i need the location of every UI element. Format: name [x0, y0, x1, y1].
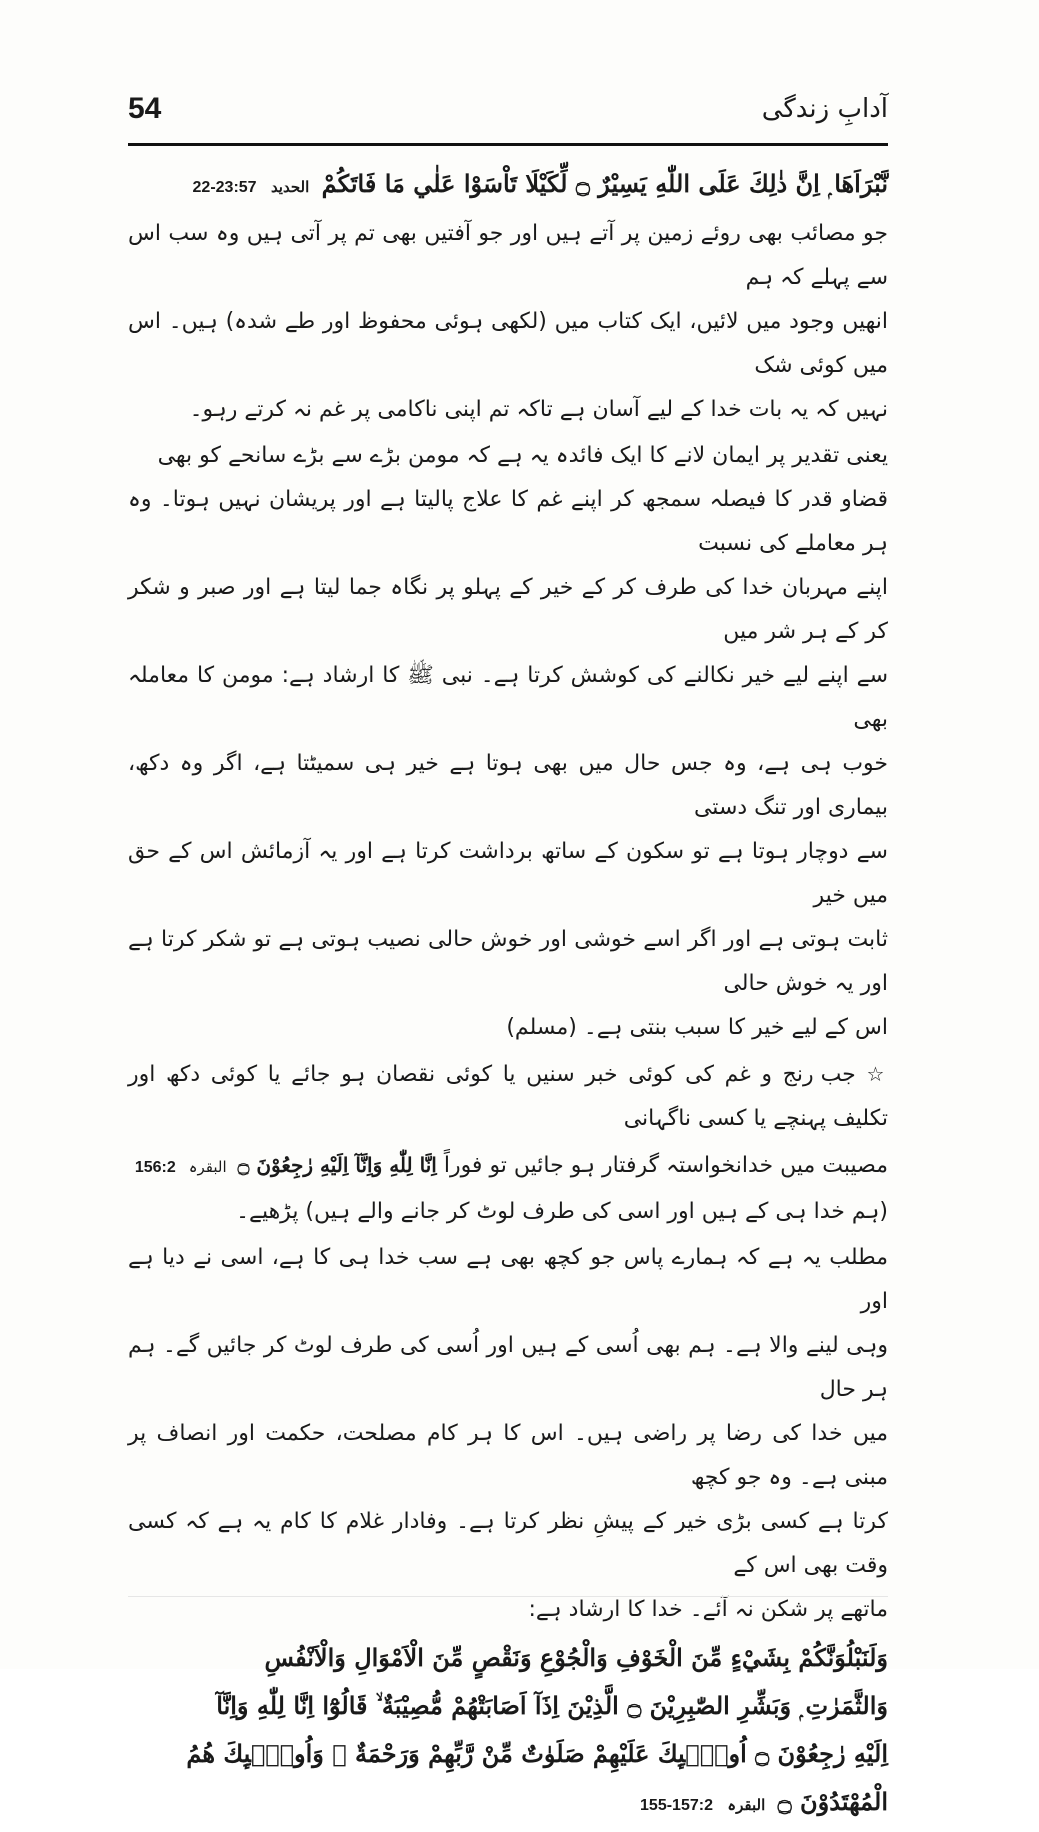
text-line: قضاو قدر کا فیصلہ سمجھ کر اپنے غم کا علاج پالیتا ہے اور پریشان نہیں ہوتا۔ وہ ہر معاملے کی نسبت — [128, 487, 888, 556]
surah-name: البقرہ — [727, 1796, 766, 1814]
quran-verse-baqarah — [128, 1634, 888, 1830]
text-line: کرتا ہے کسی بڑی خیر کے پیشِ نظر کرتا ہے۔ وفادار غلام کا کام یہ ہے کہ کسی وقت بھی اس کے — [128, 1509, 888, 1578]
text-line: (ہم خدا ہی کے ہیں اور اسی کی طرف لوٹ کر جانے والے ہیں) پڑھیے۔ — [236, 1199, 888, 1224]
paragraph-explanation — [128, 434, 888, 1050]
text-line: جو مصائب بھی روئے زمین پر آتے ہیں اور جو آفتیں بھی تم پر آتی ہیں وہ سب اس سے پہلے کہ ہم — [128, 221, 888, 290]
verse-reference: 155-157:2 — [640, 1797, 713, 1814]
quran-verse-hadid — [128, 160, 888, 212]
text-line — [128, 1141, 888, 1190]
text-line: انھیں وجود میں لائیں، ایک کتاب میں (لکھی ہوئی محفوظ اور طے شدہ) ہیں۔ اس میں کوئی شک — [128, 309, 888, 378]
ayah-text: الْمُهْتَدُوْنَ ۝ — [777, 1787, 888, 1816]
page-header — [128, 92, 888, 138]
page-content — [128, 160, 888, 1832]
text-line: یعنی تقدیر پر ایمان لانے کا ایک فائدہ یہ ہے کہ مومن بڑے سے بڑے سانحے کو بھی — [157, 443, 888, 468]
running-title: آدابِ زندگی — [761, 94, 888, 124]
star-bullet-icon: ☆ — [866, 1062, 888, 1086]
surah-name: الحدید — [270, 178, 310, 196]
text-line: ثابت ہوتی ہے اور اگر اسے خوشی اور خوش حالی نصیب ہوتی ہے تو شکر کرتا ہے اور یہ خوش حالی — [128, 927, 888, 996]
instruction-line: جب رنج و غم کی کوئی خبر سنیں یا کوئی نقصان ہو جائے یا کوئی دکھ اور تکلیف پہنچے یا کسی ناگہانی — [128, 1062, 888, 1131]
ayah-line: وَلَنَبْلُوَنَّكُمْ بِشَيْءٍ مِّنَ الْخَوْفِ وَالْجُوْعِ وَنَقْصٍ مِّنَ الْاَمْوَالِ وَالْاَنْفُسِ — [264, 1643, 888, 1672]
text-line: وہی لینے والا ہے۔ ہم بھی اُسی کے ہیں اور اُسی کی طرف لوٹ کر جائیں گے۔ ہم ہر حال — [128, 1333, 888, 1402]
ayah-inline: اِنَّا لِلّٰهِ وَاِنَّآ اِلَيْهِ رٰجِعُوْنَ ۝ — [237, 1153, 437, 1177]
footer-bleed — [128, 1596, 888, 1611]
paragraph-instruction — [128, 1052, 888, 1234]
text-line: ماتھے پر شکن نہ آئے۔ خدا کا ارشاد ہے: — [528, 1597, 888, 1622]
page-number: 54 — [128, 92, 162, 125]
ayah-line: اِلَيْهِ رٰجِعُوْنَ ۝ اُولٰۗىِٕكَ عَلَيْهِمْ صَلَوٰتٌ مِّنْ رَّبِّهِمْ وَرَحْمَةٌ ۣ وَاُولٰۗىِٕكَ هُمُ — [186, 1739, 888, 1768]
verse-reference: 22-23:57 — [192, 179, 257, 196]
verse-reference: 156:2 — [134, 1159, 176, 1176]
ayah-line: وَالثَّمَرٰتِ ۭ وَبَشِّرِ الصّٰبِرِيْنَ ۝ الَّذِيْنَ اِذَآ اَصَابَتْهُمْ مُّصِيْبَةٌ ۙ قَالُوْٓا اِنَّا لِلّٰهِ وَاِنَّآ — [216, 1691, 888, 1720]
text-line: اس کے لیے خیر کا سبب بنتی ہے۔ (مسلم) — [506, 1015, 888, 1040]
text-line: مطلب یہ ہے کہ ہمارے پاس جو کچھ بھی ہے سب خدا ہی کا ہے، اسی نے دیا ہے اور — [128, 1245, 888, 1314]
header-divider — [128, 143, 888, 146]
text-line: سے دوچار ہوتا ہے تو سکون کے ساتھ برداشت کرتا ہے اور یہ آزمائش اس کے حق میں خیر — [128, 839, 888, 908]
instruction-line: مصیبت میں خدانخواستہ گرفتار ہو جائیں تو فوراً — [443, 1153, 888, 1178]
text-line: میں خدا کی رضا پر راضی ہیں۔ اس کا ہر کام مصلحت، حکمت اور انصاف پر مبنی ہے۔ وہ جو کچھ — [128, 1421, 888, 1490]
ayah-text: نَّبْرَاَهَا ۭ اِنَّ ذٰلِكَ عَلَى اللّٰهِ يَسِيْرٌ ۝ لِّكَيْلَا تَاْسَوْا عَلٰي مَا فَاتَكُمْ — [321, 169, 888, 198]
text-line: خوب ہی ہے، وہ جس حال میں بھی ہوتا ہے خیر ہی سمیٹتا ہے، اگر وہ دکھ، بیماری اور تنگ دستی — [128, 751, 888, 820]
paragraph-meaning — [128, 1236, 888, 1632]
ayah-line — [128, 1778, 888, 1830]
text-line — [128, 1052, 888, 1141]
surah-name: البقرہ — [188, 1158, 227, 1176]
text-line: نہیں کہ یہ بات خدا کے لیے آسان ہے تاکہ تم اپنی ناکامی پر غم نہ کرتے رہو۔ — [189, 397, 888, 422]
text-line: سے اپنے لیے خیر نکالنے کی کوشش کرتا ہے۔ نبی ﷺ کا ارشاد ہے: مومن کا معاملہ بھی — [128, 663, 888, 732]
paragraph-translation — [128, 212, 888, 432]
text-line: اپنے مہربان خدا کی طرف کر کے خیر کے پہلو پر نگاہ جما لیتا ہے اور صبر و شکر کر کے ہر شر میں — [128, 575, 888, 644]
